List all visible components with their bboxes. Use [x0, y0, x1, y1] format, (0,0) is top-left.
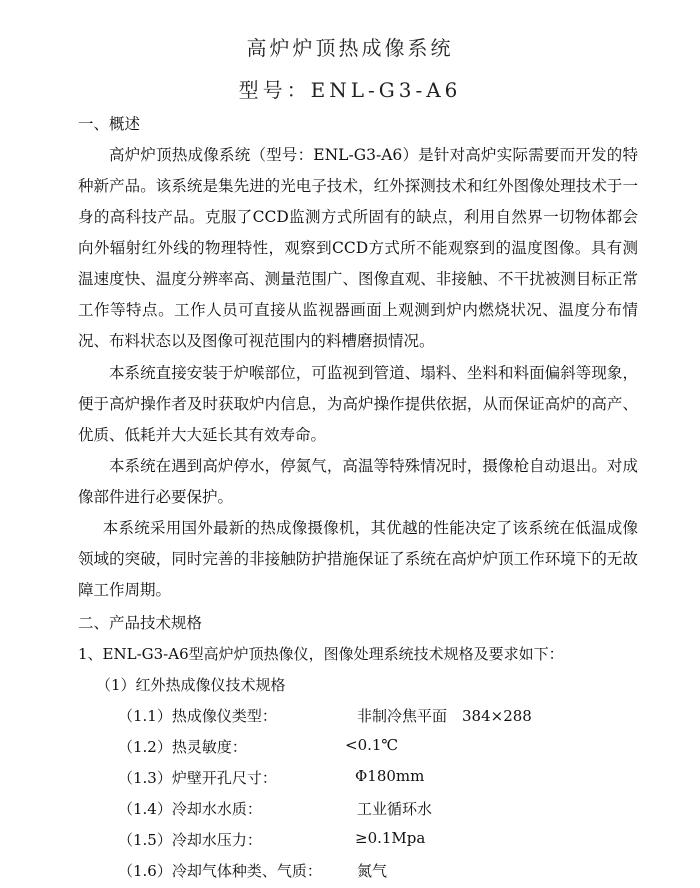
section-heading-overview: 一、概述	[78, 115, 141, 133]
paragraph-1: 高炉炉顶热成像系统（型号：ENL-G3-A6）是针对高炉实际需要而开发的特种新产品。该系统是集先进的光电子技术，红外探测技术和红外图像处理技术于一身的高科技产品。克服了CCD监测方式所固有的缺点，利用自然界一切物体都会向外辐射红外线的物理特性，观察到CCD方式所不能观察到的温度图像。具有测温速度快、温度分辨率高、测量范围广、图像直观、非接触、不干扰被测目标正常工作等特点。工作人员可直接从监视器画面上观测到炉内燃烧状况、温度分布情况、布料状态以及图像可视范围内的料槽磨损情况。	[78, 146, 638, 350]
spec-value: 工业循环水	[357, 800, 433, 818]
spec-label: （1.4）冷却水水质：	[118, 800, 262, 818]
spec-label: （1.2）热灵敏度：	[118, 738, 247, 756]
section-heading-specs: 二、产品技术规格	[78, 614, 203, 632]
spec-label: （1.6）冷却气体种类、气质：	[118, 862, 322, 880]
spec-value: 氮气	[357, 862, 388, 880]
spec-label: （1.1）热成像仪类型：	[118, 707, 277, 725]
paragraph-4: 本系统采用国外最新的热成像摄像机，其优越的性能决定了该系统在低温成像领域的突破，同时完善的非接触防护措施保证了系统在高炉炉顶工作环境下的无故障工作周期。	[78, 519, 638, 599]
model-number: 型号：ENL-G3-A6	[238, 78, 462, 102]
spec-value: ≥0.1Mpa	[355, 829, 426, 847]
spec-value: 非制冷焦平面 384×288	[357, 707, 532, 725]
spec-value: Φ180mm	[355, 767, 425, 785]
document-title: 高炉炉顶热成像系统	[246, 36, 454, 60]
spec-label: （1.5）冷却水压力：	[118, 831, 262, 849]
spec-label: （1.3）炉壁开孔尺寸：	[118, 769, 277, 787]
paragraph-2: 本系统直接安装于炉喉部位，可监视到管道、塌料、坐料和料面偏斜等现象，便于高炉操作者及时获取炉内信息，为高炉操作提供依据，从而保证高炉的高产、优质、低耗并大大延长其有效寿命。	[78, 364, 638, 444]
spec-item-1: 1、ENL-G3-A6型高炉炉顶热像仪，图像处理系统技术规格及要求如下：	[78, 645, 564, 663]
spec-subheading: （1）红外热成像仪技术规格	[96, 676, 286, 694]
paragraph-3: 本系统在遇到高炉停水，停氮气，高温等特殊情况时，摄像枪自动退出。对成像部件进行必要保护。	[78, 457, 638, 506]
spec-value: <0.1℃	[345, 736, 399, 754]
